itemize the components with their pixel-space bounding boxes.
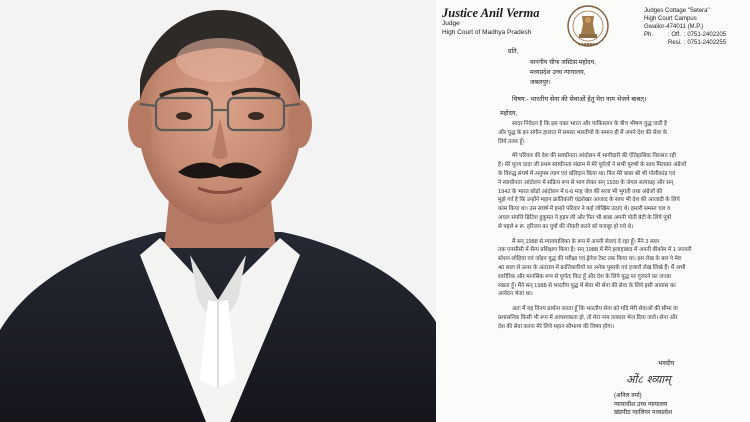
letterhead-right	[644, 7, 748, 47]
svg-text:●●●●●●●: ●●●●●●●	[578, 42, 598, 46]
to-label: प्रति,	[508, 48, 519, 55]
paragraph-line: तक एनसीसी में सैन्य प्रशिक्षण किया है। सन् 1988 में मैंने इलाहाबाद में अपनी बीकॉम में 1 जनवरी	[498, 247, 692, 254]
address-line: माननीय चीफ जस्टिस महोदय,	[530, 59, 596, 66]
signature-bench: खंडपीठ ग्वालियर मध्यप्रदेश	[614, 410, 673, 416]
paragraph-line: स्टेशन लोहिया एवं जॉइन युद्ध की परीक्षा एवं ड्रेनेज टेस्ट तक किया था। इस लेख के बल पे मेरा	[498, 256, 682, 263]
off-label: : Off.	[668, 32, 681, 38]
letter-paragraph	[498, 305, 746, 331]
letter-body	[498, 120, 746, 338]
address-line: जबलपुर।	[530, 79, 551, 86]
closing: भवदीय	[658, 360, 675, 367]
signature-name: (अनिल वर्मा)	[614, 393, 642, 399]
handwritten-signature: ओं८ श्व्याम्	[626, 373, 671, 386]
paragraph-line: देश की सेवा करना मेरे लिये महान सौभाग्य की विषय होगा।	[498, 323, 615, 330]
paragraph-line: है। मेरे पूज्य दादा जी प्रथम स्वाधीनता संग्राम में मेरे पूर्वजों ने सभी पुरुषों के साथ मिलकर अंग्रेजों	[498, 162, 687, 169]
campus: High Court Campus	[644, 16, 697, 22]
letter-paragraph	[498, 152, 746, 231]
residence-phone-row	[644, 39, 748, 47]
paragraph-line: 40 साल से ऊपर के अंतराल में क्रांतिकारियों पर अनेक पुस्तकें एवं हजारों लेख लिखे हैं। मैं अभी	[498, 264, 686, 271]
recipient-address	[530, 58, 596, 88]
state-emblem-icon	[566, 4, 610, 50]
letter-paragraph	[498, 120, 746, 146]
paragraph-line: मेरे परिवार की देश की स्वाधीनता आंदोलन में भागीदारी की ऐतिहासिक विरासत रही	[512, 153, 676, 160]
residence-name: Judges Cottage "Setera"	[644, 8, 710, 14]
paragraph-line: से पहले 4 रू. हरिजन का पुत्रों की नौकरी करने को मजबूर हो गये थे।	[498, 223, 634, 230]
judge-name: Justice Anil Verma	[442, 6, 540, 20]
paragraph-line: मैं सन् 1988 से न्यायपालिका के रूप में अपनी सेवाएं दे रहा हूँ। मैंने 3 साल	[512, 238, 659, 245]
signature-block	[614, 392, 672, 418]
phone-label: Ph.	[644, 32, 654, 38]
paragraph-line: मुझे गर्व है कि उन्होंने महान क्रांतिकारी चंद्रशेखर आजाद के साथ भी देश की आजादी के लिये	[498, 197, 680, 204]
paragraph-line: अचल संपत्ति ब्रिटिश हुकूमत ने हड़प ली और फिर भी बाबा अपनी पोती बेटी के लिये पुत्रों	[498, 214, 671, 221]
letterhead-left	[442, 6, 572, 37]
city: Gwalior-474011 (M.P.)	[644, 24, 704, 30]
paragraph-line: काम किया था। उस संघर्ष में हमारे परिवार ने कई जोखिम उठाएं थे। हमारी समस्त चल व	[498, 206, 671, 213]
address-line: मध्यप्रदेश उच्च न्यायालय,	[530, 69, 586, 76]
paragraph-line: रखता हूँ। मैंने सन् 1988 से भारतीय युद्ध में सेवा भी सेना की सेवा के लिये इसी आवास का	[498, 282, 676, 289]
paragraph-line: और युद्ध के इन संगीन हालात में समस्त भारतीयों के समान ही मैं अपने देश की सेवा के	[498, 129, 668, 136]
court-name: High Court of Madhya Pradesh	[442, 28, 532, 36]
judge-designation: Judge	[442, 20, 460, 27]
paragraph-line: लिये तत्पर हूँ।	[498, 138, 525, 145]
paragraph-line: प्रशासनिक किसी भी रूप में आवश्यकता हो, तो मेरा नाम तत्काल भेज दिया जावे। सेना और	[498, 314, 678, 321]
paragraph-line: अतः मैं यह विनय प्रार्थना करता हूँ कि भारतीय सेना को यदि मेरी सेवाओं की सीमा या	[512, 306, 678, 313]
office-phone-row	[644, 31, 748, 39]
signature-title: न्यायाधीश उच्च न्यायालय	[614, 401, 668, 408]
paragraph-line: शारीरिक और मानसिक रूप से पूर्णतः फिट हूँ और देश के लिये युद्ध पर गुजरने का जज्बा	[498, 273, 672, 280]
signature-area	[618, 372, 738, 392]
letter-paragraph	[498, 238, 746, 300]
res-label: Resi.	[668, 40, 682, 46]
subject-line: विषय:- भारतीय सेना की सेवाओं हेतु मेरा नाम भेजने बाबत्।	[512, 96, 647, 103]
office-number: : 0751-2402205	[684, 32, 727, 38]
salutation: महोदय,	[500, 110, 518, 117]
residence-number: : 0751-2402255	[684, 40, 727, 46]
paragraph-line: सादर निवेदन है कि इस वक्त भारत और पाकिस्तान के बीच भीषण युद्ध जारी है	[512, 121, 667, 127]
paragraph-line: 1942 के भारत छोड़ो आंदोलन में 6-6 माह जेल की सजा भी भुगती तथा अंग्रेजों की	[498, 188, 663, 195]
paragraph-line: ने स्वाधीनता आंदोलन में सक्रिय रूप से भाग लेकर सन् 1930 के जंगल सत्याग्रह और सन्	[498, 179, 674, 186]
letter-document	[436, 0, 750, 422]
paragraph-line: आवेदन भेजा था।	[498, 291, 533, 298]
paragraph-line: के विरुद्ध संघर्ष में अनुपम त्याग एवं बलिदान किया था। फिर मेरे बाबा श्री भी गोलीकांड एवं	[498, 170, 676, 177]
